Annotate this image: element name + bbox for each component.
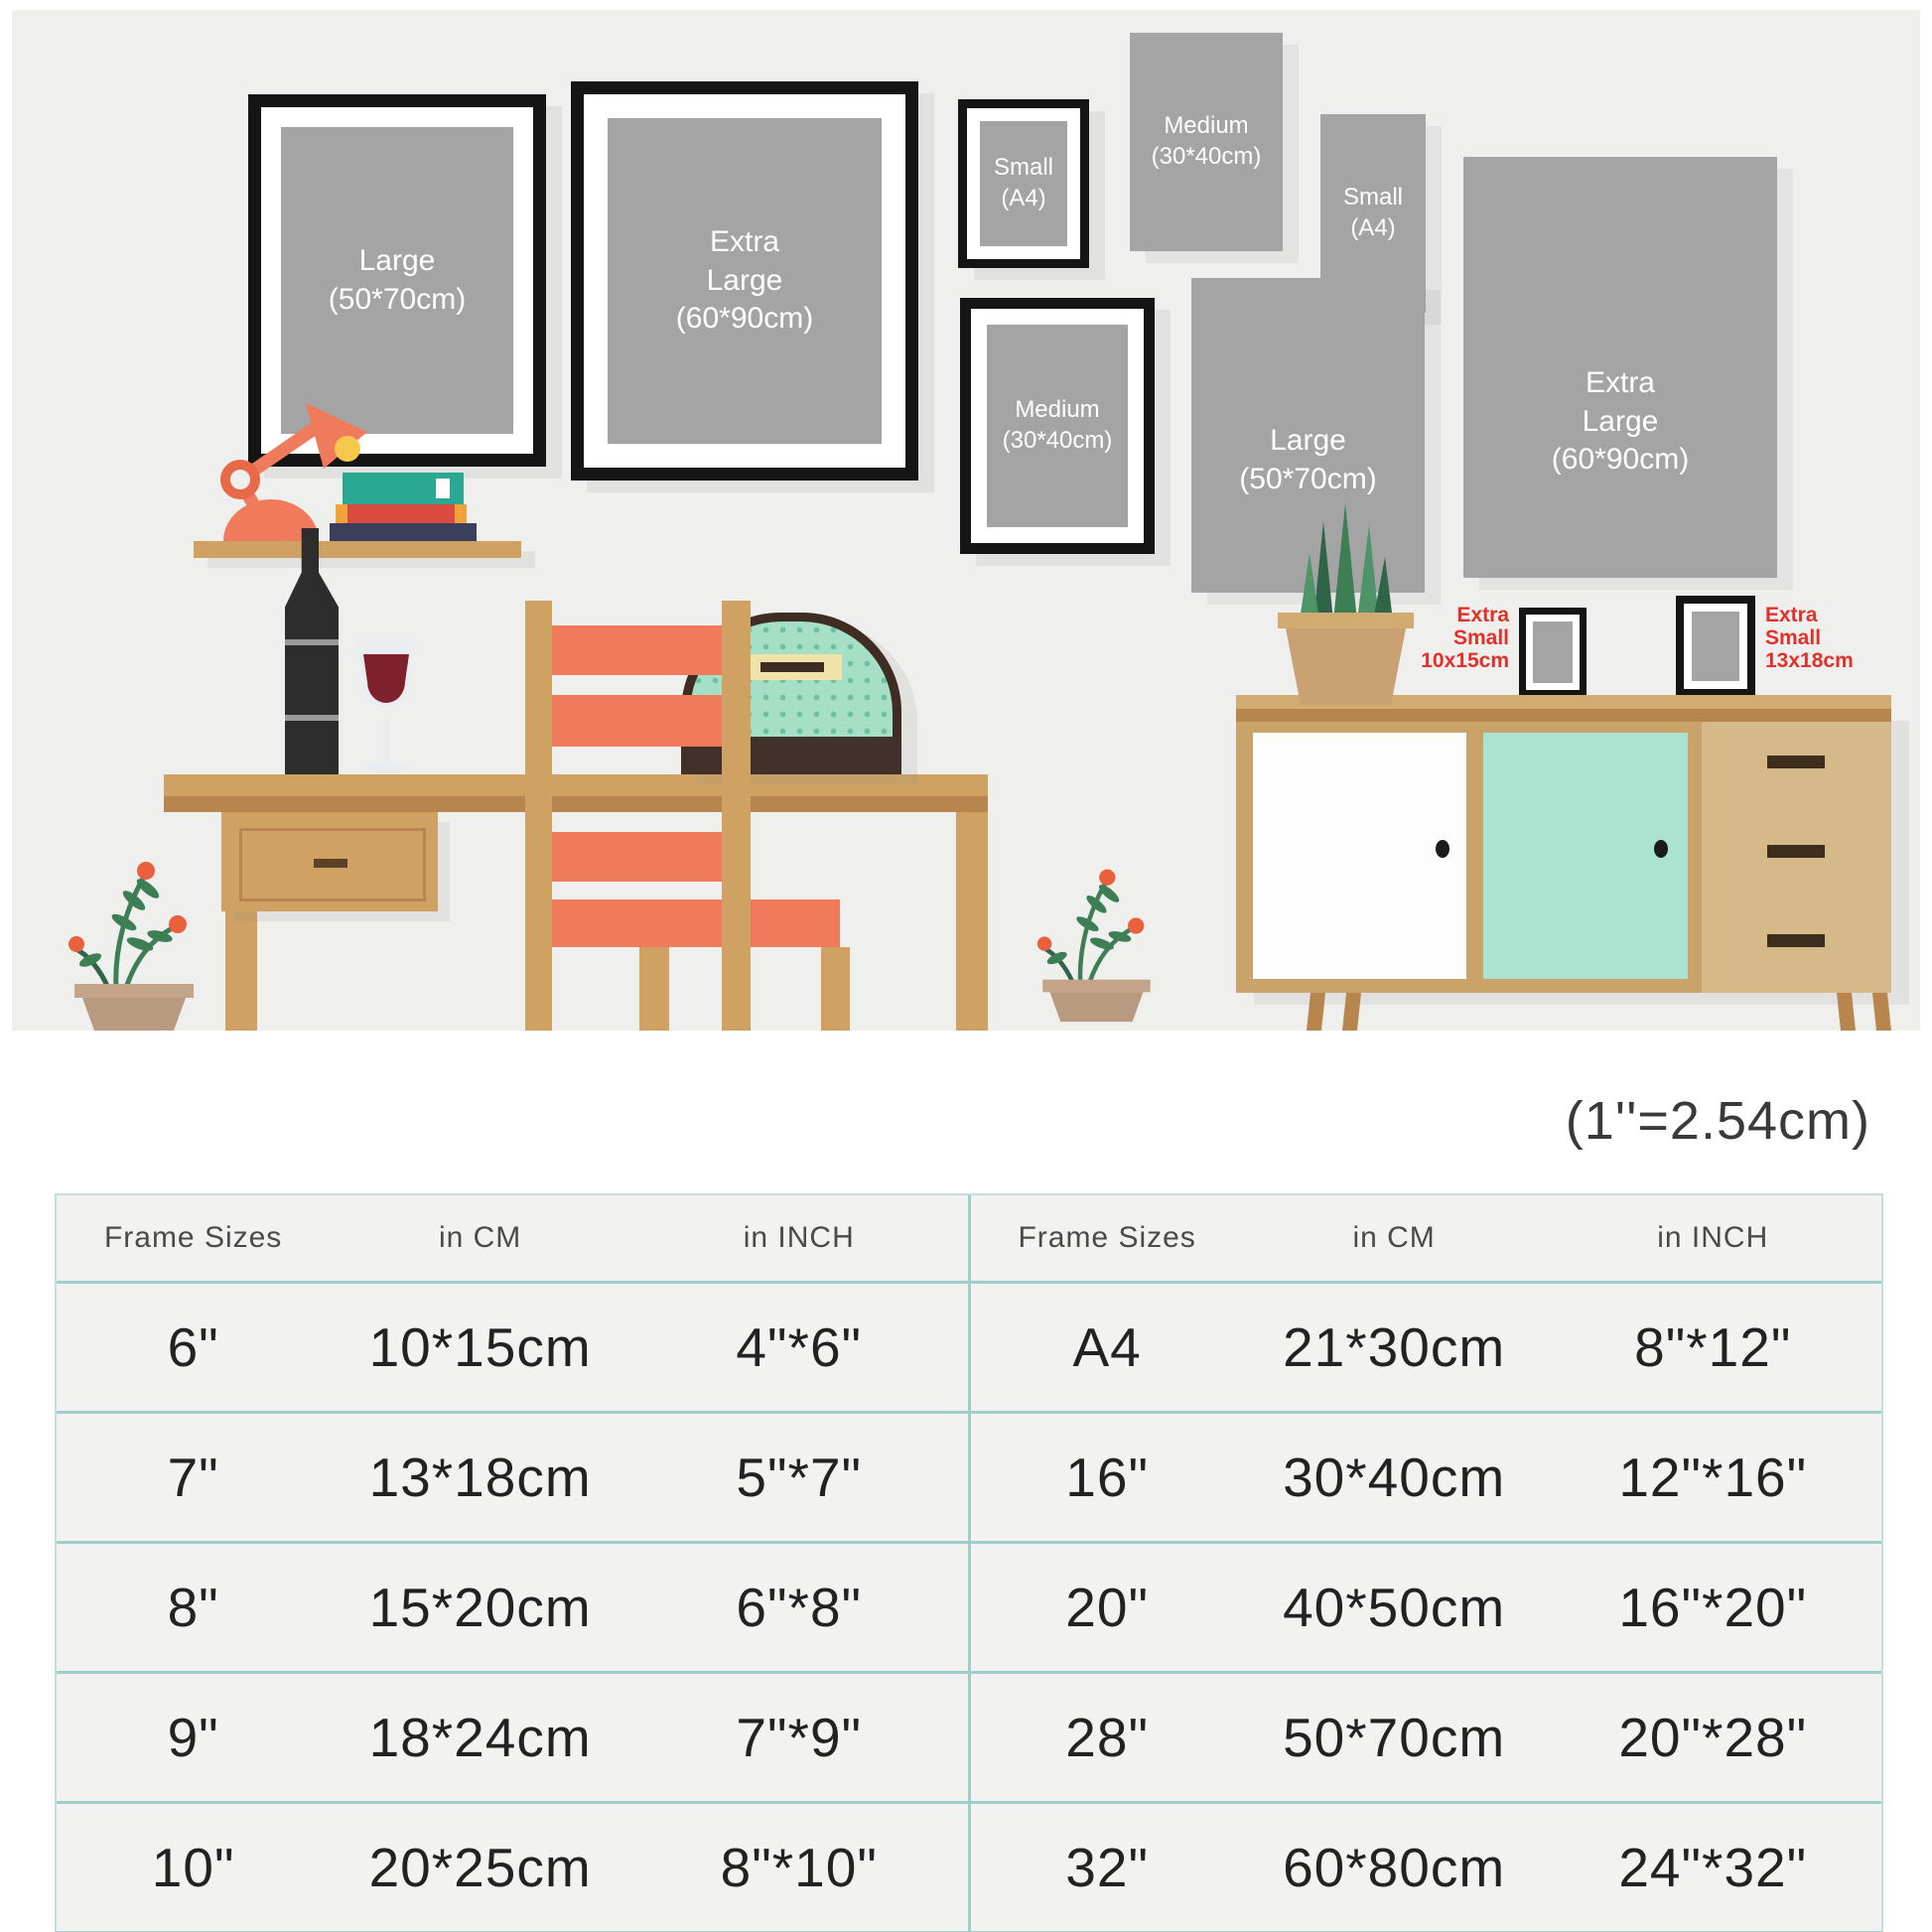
cell-frame-size: 7" <box>167 1447 219 1508</box>
frame-medium-gray <box>1130 33 1283 251</box>
cell-frame-size: 32" <box>1065 1837 1149 1898</box>
frame-size-label: Extra Large (60*90cm) <box>1551 366 1690 477</box>
floor-plant-right <box>1027 849 1166 1031</box>
cell-frame-size: 8" <box>167 1577 219 1638</box>
frame-size-label: Small (A4) <box>1342 184 1403 241</box>
cell-frame-size: 6" <box>167 1316 219 1378</box>
cabinet-leg <box>1872 993 1891 1031</box>
cell-inch: 7"*9" <box>736 1707 863 1768</box>
frame-size-tables <box>55 1193 1883 1932</box>
door-knob <box>1654 840 1668 858</box>
chair-post-right <box>722 601 751 1031</box>
cell-frame-size: 16" <box>1065 1447 1149 1508</box>
bottle-band <box>285 639 339 645</box>
cell-cm: 18*24cm <box>368 1707 592 1768</box>
cell-cm: 21*30cm <box>1283 1316 1506 1378</box>
column-header: in INCH <box>743 1221 855 1254</box>
cell-inch: 24"*32" <box>1618 1837 1808 1898</box>
cabinet-leg <box>1342 993 1361 1031</box>
photo-placeholder <box>1692 612 1739 681</box>
frame-size-label: Large (50*70cm) <box>1239 424 1377 495</box>
table-row <box>971 1671 1882 1801</box>
table-header-row <box>971 1195 1882 1281</box>
frame-extra-small-10x15 <box>1519 608 1587 697</box>
photo-placeholder <box>980 121 1067 246</box>
potted-cactus <box>1274 491 1418 705</box>
room-scene <box>12 10 1920 1031</box>
frame-medium-black <box>960 298 1155 554</box>
frame-extra-small-13x18 <box>1676 596 1755 697</box>
cell-cm: 30*40cm <box>1283 1447 1506 1508</box>
cell-inch: 5"*7" <box>736 1447 863 1508</box>
table-row <box>57 1411 968 1541</box>
table-row <box>57 1281 968 1411</box>
bag-clasp-slot <box>760 662 824 672</box>
frame-small-black-a4 <box>958 99 1089 268</box>
conversion-note: (1''=2.54cm) <box>1565 1091 1870 1151</box>
book-teal <box>343 473 464 504</box>
size-table-right <box>968 1195 1882 1931</box>
frame-size-label: Medium (30*40cm) <box>1151 112 1262 170</box>
cell-cm: 50*70cm <box>1283 1707 1506 1768</box>
cell-cm: 60*80cm <box>1283 1837 1506 1898</box>
cell-inch: 20"*28" <box>1618 1707 1808 1768</box>
drawer-handle <box>314 859 347 868</box>
chair-slat <box>538 695 749 747</box>
desk-drawer-face <box>239 828 426 901</box>
frame-size-label: Large (50*70cm) <box>328 244 467 316</box>
chair-leg-mid <box>639 947 669 1031</box>
cell-frame-size: 9" <box>167 1707 219 1768</box>
cell-frame-size: A4 <box>1072 1316 1142 1378</box>
cell-cm: 40*50cm <box>1283 1577 1506 1638</box>
desk-top <box>164 774 988 796</box>
wall-shelf <box>194 541 521 558</box>
cell-inch: 8"*10" <box>720 1837 878 1898</box>
photo-placeholder <box>608 118 882 444</box>
frame-size-label: Medium (30*40cm) <box>1002 396 1113 454</box>
cabinet-door-white <box>1253 733 1466 979</box>
cell-cm: 15*20cm <box>368 1577 592 1638</box>
cell-inch: 8"*12" <box>1634 1316 1792 1378</box>
chair-post-left <box>525 601 552 1031</box>
cell-cm: 20*25cm <box>368 1837 592 1898</box>
cell-frame-size: 28" <box>1065 1707 1149 1768</box>
extra-small-label-right: Extra Small 13x18cm <box>1765 604 1854 673</box>
cell-frame-size: 20" <box>1065 1577 1149 1638</box>
column-header: Frame Sizes <box>1018 1221 1196 1254</box>
cell-inch: 6"*8" <box>736 1577 863 1638</box>
wine-glass <box>354 640 418 774</box>
table-row <box>57 1671 968 1801</box>
drawer-handle <box>1767 756 1825 768</box>
photo-placeholder <box>987 325 1128 527</box>
desk-drawer-unit <box>221 812 438 911</box>
column-header: Frame Sizes <box>103 1221 283 1254</box>
photo-placeholder <box>1533 621 1573 683</box>
chair-leg-front <box>821 947 850 1031</box>
cabinet-drawers <box>1702 722 1891 993</box>
cell-cm: 10*15cm <box>368 1316 592 1378</box>
bottle-band <box>285 715 339 721</box>
book-label <box>436 479 450 498</box>
drawer-handle <box>1767 934 1825 947</box>
table-row <box>971 1411 1882 1541</box>
table-row <box>971 1541 1882 1671</box>
chair-seat <box>538 899 840 947</box>
cabinet-top-edge <box>1236 709 1891 722</box>
chair-slat <box>538 832 749 882</box>
cabinet-door-mint <box>1483 733 1688 979</box>
book-red <box>336 504 467 523</box>
wine-bottle <box>285 528 339 774</box>
desk-leg-right <box>956 812 988 1031</box>
desk-edge <box>164 796 988 812</box>
cell-frame-size: 10" <box>151 1837 235 1898</box>
column-header: in CM <box>1352 1221 1436 1254</box>
extra-small-label-left: Extra Small 10x15cm <box>1421 604 1509 673</box>
cell-inch: 4"*6" <box>736 1316 863 1378</box>
cell-inch: 16"*20" <box>1618 1577 1808 1638</box>
column-header: in INCH <box>1657 1221 1769 1254</box>
column-header: in CM <box>438 1221 522 1254</box>
cabinet-leg <box>1307 993 1325 1031</box>
table-row <box>57 1801 968 1931</box>
cell-inch: 12"*16" <box>1618 1447 1808 1508</box>
frame-extra-large-gray <box>1463 157 1777 578</box>
table-row <box>971 1801 1882 1931</box>
floor-plant-left <box>57 849 210 1031</box>
drawer-handle <box>1767 845 1825 858</box>
book-navy <box>330 523 477 541</box>
table-row <box>971 1281 1882 1411</box>
table-row <box>57 1541 968 1671</box>
frame-extra-large-black <box>571 81 918 481</box>
size-table-left <box>57 1195 968 1931</box>
bag-clasp <box>743 654 842 680</box>
frame-size-label: Small (A4) <box>993 154 1053 211</box>
frame-size-label: Extra Large (60*90cm) <box>675 225 814 336</box>
chair-slat <box>538 625 749 675</box>
door-knob <box>1436 840 1449 858</box>
cabinet-leg <box>1837 993 1856 1031</box>
table-header-row <box>57 1195 968 1281</box>
cell-cm: 13*18cm <box>368 1447 592 1508</box>
